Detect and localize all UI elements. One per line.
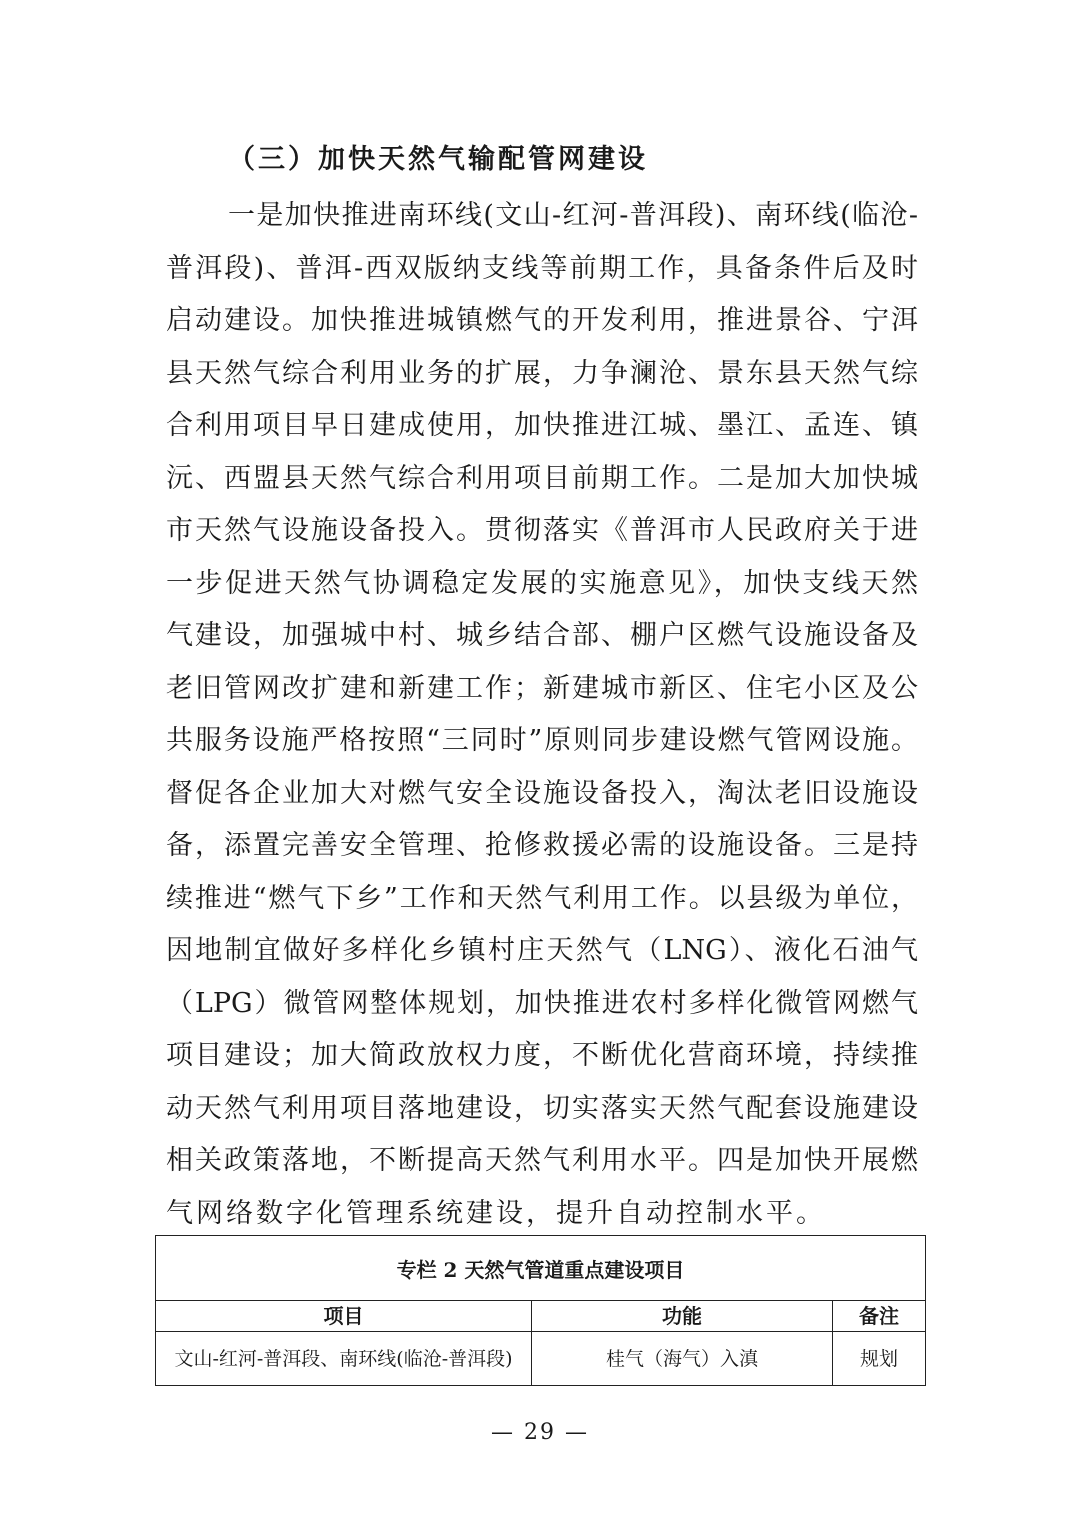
paragraph-line: 备，添置完善安全管理、抢修救援必需的设施设备。三是持 [166,830,918,861]
cell-remark: 规划 [859,1348,898,1370]
cell-project: 文山-红河-普洱段、南环线(临沧-普洱段) [156,1332,532,1386]
header-function: 功能 [532,1301,833,1331]
paragraph-line: （LPG）微管网整体规划，加快推进农村多样化微管网燃气 [166,988,918,1019]
paragraph-line: 督促各企业加大对燃气安全设施设备投入，淘汰老旧设施设 [166,778,918,809]
paragraph-line: 相关政策落地，不断提高天然气利用水平。四是加快开展燃 [166,1145,918,1176]
paragraph-line: 续推进“燃气下乡”工作和天然气利用工作。以县级为单位， [166,883,918,914]
paragraph-line: 项目建设；加大简政放权力度，不断优化营商环境，持续推 [166,1040,918,1071]
paragraph-line: 市天然气设施设备投入。贯彻落实《普洱市人民政府关于进 [166,515,918,546]
table-header-row [156,1301,925,1332]
paragraph-line: 沅、西盟县天然气综合利用项目前期工作。二是加大加快城 [166,463,918,494]
header-remark: 备注 [859,1304,899,1328]
paragraph-line: 合利用项目早日建成使用，加快推进江城、墨江、孟连、镇 [166,410,918,441]
paragraph-line: 启动建设。加快推进城镇燃气的开发利用，推进景谷、宁洱 [166,305,918,336]
cell-function: 桂气（海气）入滇 [532,1332,833,1386]
header-project: 项目 [156,1301,532,1331]
table-row [156,1332,925,1386]
paragraph-line: 气网络数字化管理系统建设，提升自动控制水平。 [166,1198,826,1229]
paragraph-line: 因地制宜做好多样化乡镇村庄天然气（LNG）、液化石油气 [166,935,918,966]
paragraph-line: 一是加快推进南环线(文山-红河-普洱段)、南环线(临沧- [228,200,918,231]
paragraph-line: 动天然气利用项目落地建设，切实落实天然气配套设施建设 [166,1093,918,1124]
paragraph-line: 共服务设施严格按照“三同时”原则同步建设燃气管网设施。 [166,725,918,756]
box-title: 专栏 2 天然气管道重点建设项目 [156,1236,925,1301]
paragraph-line: 县天然气综合利用业务的扩展，力争澜沧、景东县天然气综 [166,358,918,389]
paragraph-line: 一步促进天然气协调稳定发展的实施意见》，加快支线天然 [166,568,918,599]
page-number: — 29 — [491,1420,589,1445]
paragraph-line: 气建设，加强城中村、城乡结合部、棚户区燃气设施设备及 [166,620,918,651]
section-heading: （三）加快天然气输配管网建设 [228,144,648,175]
project-box-table [155,1235,926,1386]
paragraph-line: 普洱段)、普洱-西双版纳支线等前期工作，具备条件后及时 [166,253,918,284]
paragraph-line: 老旧管网改扩建和新建工作；新建城市新区、住宅小区及公 [166,673,918,704]
